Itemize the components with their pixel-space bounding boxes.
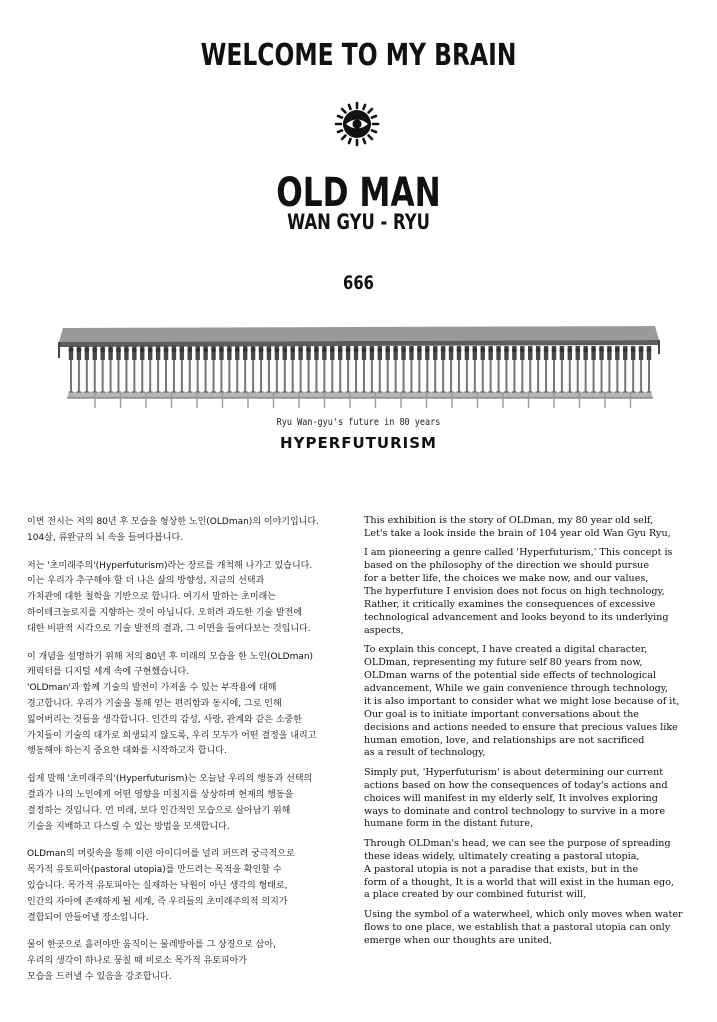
korean-line: 캐릭터를 디지털 세계 속에 구현했습니다.: [27, 667, 190, 678]
korean-paragraph: [27, 650, 353, 761]
english-paragraph: [364, 909, 690, 948]
korean-line: 물이 한곳으로 흘러야만 움직이는 물레방아를 그 상징으로 삼아,: [27, 940, 276, 951]
english-line: humane form in the distant future,: [364, 818, 534, 830]
english-line: flows to one place, we establish that a pastoral utopia can only: [364, 921, 671, 933]
english-paragraph: [364, 644, 690, 760]
english-line: I am pioneering a genre called 'Hyperfuturism,' This concept is: [364, 547, 673, 559]
korean-line: 104살, 류완규의 뇌 속을 들여다봅니다.: [27, 532, 184, 543]
korean-line: 하이테크놀로지를 지향하는 것이 아닙니다. 오히려 과도한 기술 발전에: [27, 607, 303, 618]
korean-line: 우리의 생각이 하나로 뭉칠 때 비로소 목가적 유토피아가: [27, 956, 247, 967]
korean-line: 이번 전시는 저의 80년 후 모습을 형상한 노인(OLDman)의 이야기입니다.: [27, 517, 319, 527]
page-title: WELCOME TO MY BRAIN: [200, 38, 517, 73]
english-line: these ideas widely, ultimately creating a pastoral utopia,: [364, 850, 640, 862]
korean-paragraph: [27, 847, 353, 926]
english-line: OLDman, representing my future self 80 years from now,: [364, 657, 643, 669]
english-line: choices will manifest in my elderly self, It involves exploring: [364, 792, 658, 804]
korean-paragraph: [27, 515, 353, 547]
english-line: OLDman warns of the potential side effects of technological: [364, 669, 657, 681]
english-paragraph: [364, 547, 690, 637]
korean-line: 결합되어 만들어낼 장소입니다.: [27, 912, 149, 923]
english-text-column: [364, 515, 690, 954]
korean-line: 가치관에 대한 철학을 기반으로 합니다. 여기서 말하는 초미래는: [27, 592, 276, 603]
subtitle: Ryu Wan-gyu's future in 80 years: [276, 417, 441, 428]
korean-line: 기술을 지배하고 다스릴 수 있는 방법을 모색합니다.: [27, 821, 230, 832]
character-name: OLD MAN: [276, 170, 441, 216]
english-paragraph: [364, 515, 690, 541]
english-line: human emotion, love, and relationships are not sacrificed: [364, 734, 645, 746]
korean-line: 가치들이 기술의 대가로 희생되지 않도록, 우리 모두가 어떤 결정을 내리고: [27, 730, 317, 741]
korean-line: 저는 '초미래주의'(Hyperfuturism)라는 장르를 개척해 나가고 있습니다.: [27, 560, 313, 571]
korean-line: 모습을 드러낼 수 있음을 강조합니다.: [27, 971, 172, 982]
character-subname: WAN GYU - RYU: [287, 210, 430, 234]
english-line: it is also important to consider what we might lose because of it,: [364, 695, 680, 707]
korean-paragraph: [27, 559, 353, 638]
english-line: ways to dominate and control technology to survive in a more: [364, 805, 666, 817]
korean-line: 결과가 나의 노인에게 어떤 영향을 미칠지를 상상하며 현재의 행동을: [27, 789, 294, 800]
korean-text-column: [27, 515, 353, 998]
korean-paragraph: [27, 938, 353, 985]
english-line: decisions and actions needed to ensure that precious values like: [364, 721, 678, 733]
english-line: for a better life, the choices we make now, and our values,: [364, 573, 649, 585]
english-paragraph: [364, 838, 690, 903]
korean-line: 이 개념을 설명하기 위해 저의 80년 후 미래의 모습을 한 노인(OLDman): [27, 651, 314, 662]
english-paragraph: [364, 767, 690, 832]
english-line: Our goal is to initiate important conversations about the: [364, 708, 639, 720]
english-line: as a result of technology,: [364, 747, 486, 759]
english-line: based on the philosophy of the direction we should pursue: [364, 560, 649, 572]
theme-heading: HYPERFUTURISM: [280, 434, 437, 452]
english-line: emerge when our thoughts are united,: [364, 934, 553, 946]
eye-icon: [333, 100, 381, 148]
english-line: aspects,: [364, 624, 404, 636]
english-line: a place created by our combined futurist will,: [364, 889, 587, 901]
korean-line: 경고합니다. 우리가 기술을 통해 얻는 편리함과 동시에, 그로 인해: [27, 698, 282, 709]
korean-line: 대한 비판적 시각으로 기술 발전의 결과, 그 이면을 들여다보는 것입니다.: [27, 623, 311, 634]
english-line: A pastoral utopia is not a paradise that exists, but in the: [364, 863, 639, 875]
korean-line: OLDman의 머릿속을 통해 이런 아이디어를 널리 퍼뜨려 궁극적으로: [27, 849, 295, 860]
english-line: Simply put, 'Hyperfuturism' is about determining our current: [364, 766, 664, 778]
colonnade-image: [55, 318, 662, 410]
korean-line: 이는 우리가 추구해야 할 더 나은 삶의 방향성, 지금의 선택과: [27, 576, 265, 587]
korean-line: 행동해야 하는지 중요한 대화를 시작하고자 합니다.: [27, 746, 227, 757]
english-line: form of a thought, It is a world that will exist in the human ego,: [364, 876, 675, 888]
korean-line: 있습니다. 목가적 유토피아는 실재하는 낙원이 아닌 생각의 형태로,: [27, 880, 288, 891]
korean-line: 결정하는 것입니다. 먼 미래, 보다 인간적인 모습으로 살아남기 위해: [27, 805, 291, 816]
korean-line: 'OLDman'과 함께 기술의 발전이 가져올 수 있는 부작용에 대해: [27, 683, 277, 694]
english-line: actions based on how the consequences of today's actions and: [364, 779, 668, 791]
english-line: advancement, While we gain convenience through technology,: [364, 682, 668, 694]
exhibit-number: 666: [343, 272, 374, 294]
korean-line: 잃어버리는 것들을 생각합니다. 인간의 감성, 사랑, 관계와 같은 소중한: [27, 714, 302, 725]
korean-line: 쉽게 말해 '초미래주의'(Hyperfuturism)는 오늘날 우리의 행동과 선택의: [27, 774, 313, 785]
english-line: Let's take a look inside the brain of 104 year old Wan Gyu Ryu,: [364, 527, 671, 539]
korean-paragraph: [27, 772, 353, 835]
english-line: Through OLDman's head, we can see the purpose of spreading: [364, 837, 671, 849]
english-line: To explain this concept, I have created a digital character,: [364, 644, 648, 656]
english-line: Using the symbol of a waterwheel, which only moves when water: [364, 908, 683, 920]
english-line: technological advancement and looks beyond to its underlying: [364, 611, 669, 623]
english-line: The hyperfuture I envision does not focus on high technology,: [364, 586, 665, 598]
korean-line: 인간의 자아에 존재하게 될 세계, 즉 우리들의 초미래주의적 의지가: [27, 896, 288, 907]
english-line: This exhibition is the story of OLDman, my 80 year old self,: [364, 515, 654, 526]
english-line: Rather, it critically examines the consequences of excessive: [364, 598, 656, 610]
korean-line: 목가적 유토피아(pastoral utopia)를 만드려는 목적을 확인할 수: [27, 865, 282, 876]
